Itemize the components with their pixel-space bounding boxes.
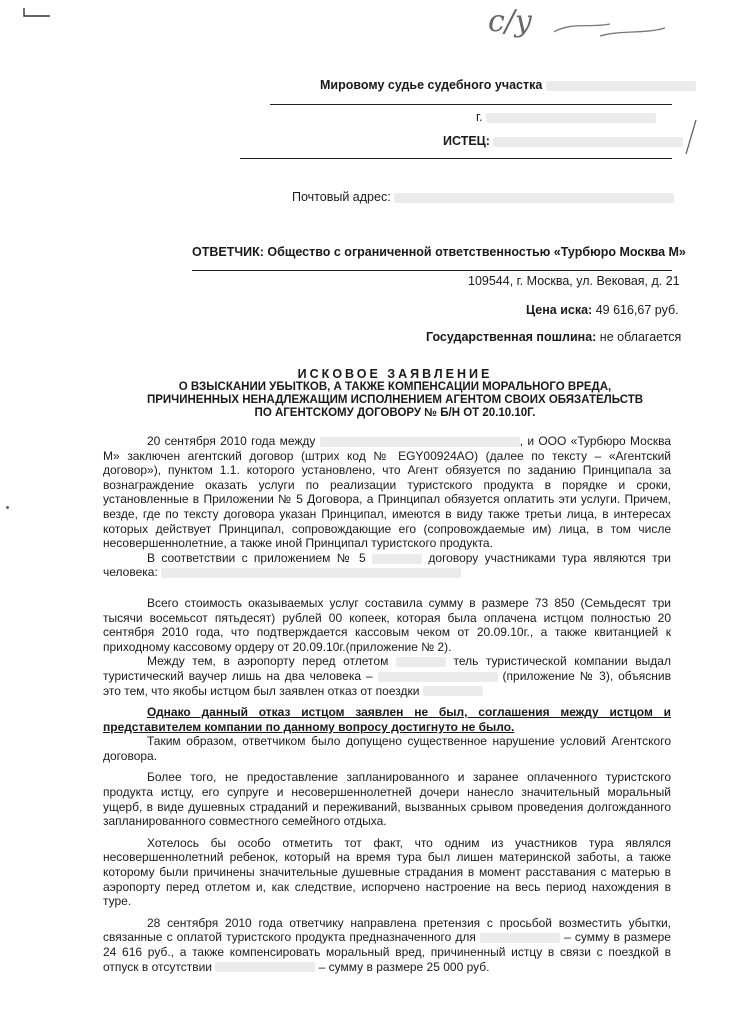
handwritten-note: с/у — [488, 4, 688, 46]
document-title: ИСКОВОЕ ЗАЯВЛЕНИЕ О ВЗЫСКАНИИ УБЫТКОВ, А ТАКЖЕ КОМПЕНСАЦИИ МОРАЛЬНОГО ВРЕДА, ПРИЧИНЕННЫХ НЕНАДЛЕЖАЩИМ ИСПОЛНЕНИЕМ АГЕНТОМ СВОИХ ОБЯЗАТЕЛЬСТВ ПО АГЕНТСКОМУ ДОГОВОРУ № Б/Н ОТ 20.10.10Г. — [146, 367, 644, 419]
redacted — [215, 962, 315, 972]
defendant-line: ОТВЕТЧИК: Общество с ограниченной ответственностью «Турбюро Москва М» — [192, 245, 686, 259]
redacted — [546, 81, 696, 91]
rule — [270, 104, 672, 105]
redacted — [493, 137, 683, 147]
paragraph: Всего стоимость оказываемых услуг составила сумму в размере 73 850 (Семьдесят три тысячи восемьсот пятьдесят) рублей 00 копеек, которая была оплачена истцом полностью 20 сентября 2010 года, что подтверждается кассовым чеком от 20.09.10г., а также квитанцией к приходному кассовому ордеру от 20.09.10г.(приложение № 2). — [103, 595, 671, 654]
redacted — [394, 193, 674, 203]
paragraph: Таким образом, ответчиком было допущено существенное нарушение условий Агентского договора. — [103, 734, 671, 763]
document-body — [103, 434, 671, 974]
state-duty: Государственная пошлина: не облагается — [426, 330, 682, 344]
margin-dot — [6, 506, 9, 509]
margin-stroke — [680, 118, 700, 158]
postal-line: Почтовый адрес: — [292, 190, 674, 204]
paragraph: Более того, не предоставление запланированного и заранее оплаченного туристского продукта истцу, его супруге и несовершеннолетней дочери нанесло значительный моральный ущерб, в виде душевных страданий и переживаний, вызванных срывом проведения долгожданного запланированного совместного семейного отдыха. — [103, 770, 671, 829]
plaintiff-line: ИСТЕЦ: — [443, 134, 683, 148]
corner-mark — [22, 6, 52, 20]
paragraph: Хотелось бы особо отметить тот факт, что одним из участников тура являлся несовершеннолетний ребенок, который на время тура был лишен материнской заботы, а также которому были причинены значительные душевные страдания в момент расставания с матерью в аэропорту перед отлетом и, как следствие, испорчено настроение на весь период нахождения в туре. — [103, 835, 671, 909]
redacted — [161, 568, 461, 578]
city-line: г. — [476, 110, 656, 124]
rule — [240, 158, 672, 159]
redacted — [486, 113, 656, 123]
redacted — [480, 933, 560, 943]
paragraph: Однако данный отказ истцом заявлен не был, соглашения между истцом и представителем компании по данному вопросу достигнуто не было. — [103, 705, 671, 734]
defendant-address: 109544, г. Москва, ул. Вековая, д. 21 — [468, 274, 680, 288]
claim-price: Цена иска: 49 616,67 руб. — [526, 303, 679, 317]
judge-line: Мировому судье судебного участка — [320, 78, 696, 92]
paragraph: 20 сентября 2010 года между , и ООО «Турбюро Москва М» заключен агентский договор (штрих код № EGY00924AO) (далее по тексту – «Агентский договор»), пунктом 1.1. которого установлено, что Агент обязуется по заданию Принципала за вознаграждение оказать услуги по реализации туристского продукта в порядке и сроки, установленные в Приложении № 5 Договора, а Принципал обязуется оплатить эти услуги. Причем, везде, где по тексту договора указан Принципал, имеются в виду также третьи лица, в интересах которых действует Принципал, сопровождающие его (сопровождаемые им) лица, в том числе несовершеннолетние, а также иной Принципал туристского продукта. — [103, 434, 671, 551]
redacted — [423, 686, 483, 696]
redacted — [320, 437, 520, 447]
paragraph: 28 сентября 2010 года ответчику направлена претензия с просьбой возместить убытки, связанные с оплатой туристского продукта предназначенного для – сумму в размере 24 616 руб., а также компенсировать моральный вред, причиненный истцу в связи с поездкой в отпуск в отсутствии – сумму в размере 25 000 руб. — [103, 915, 671, 974]
redacted — [396, 657, 446, 667]
paragraph: В соответствии с приложением № 5 договору участниками тура являются три человека: — [103, 550, 671, 580]
redacted — [378, 672, 498, 682]
paragraph: Между тем, в аэропорту перед отлетом тель туристической компании выдал туристический ваучер лишь на два человека – (приложение № 3), объяснив это тем, что якобы истцом был заявлен отказ от поездки — [103, 654, 671, 698]
redacted — [372, 554, 422, 564]
rule — [192, 270, 672, 271]
